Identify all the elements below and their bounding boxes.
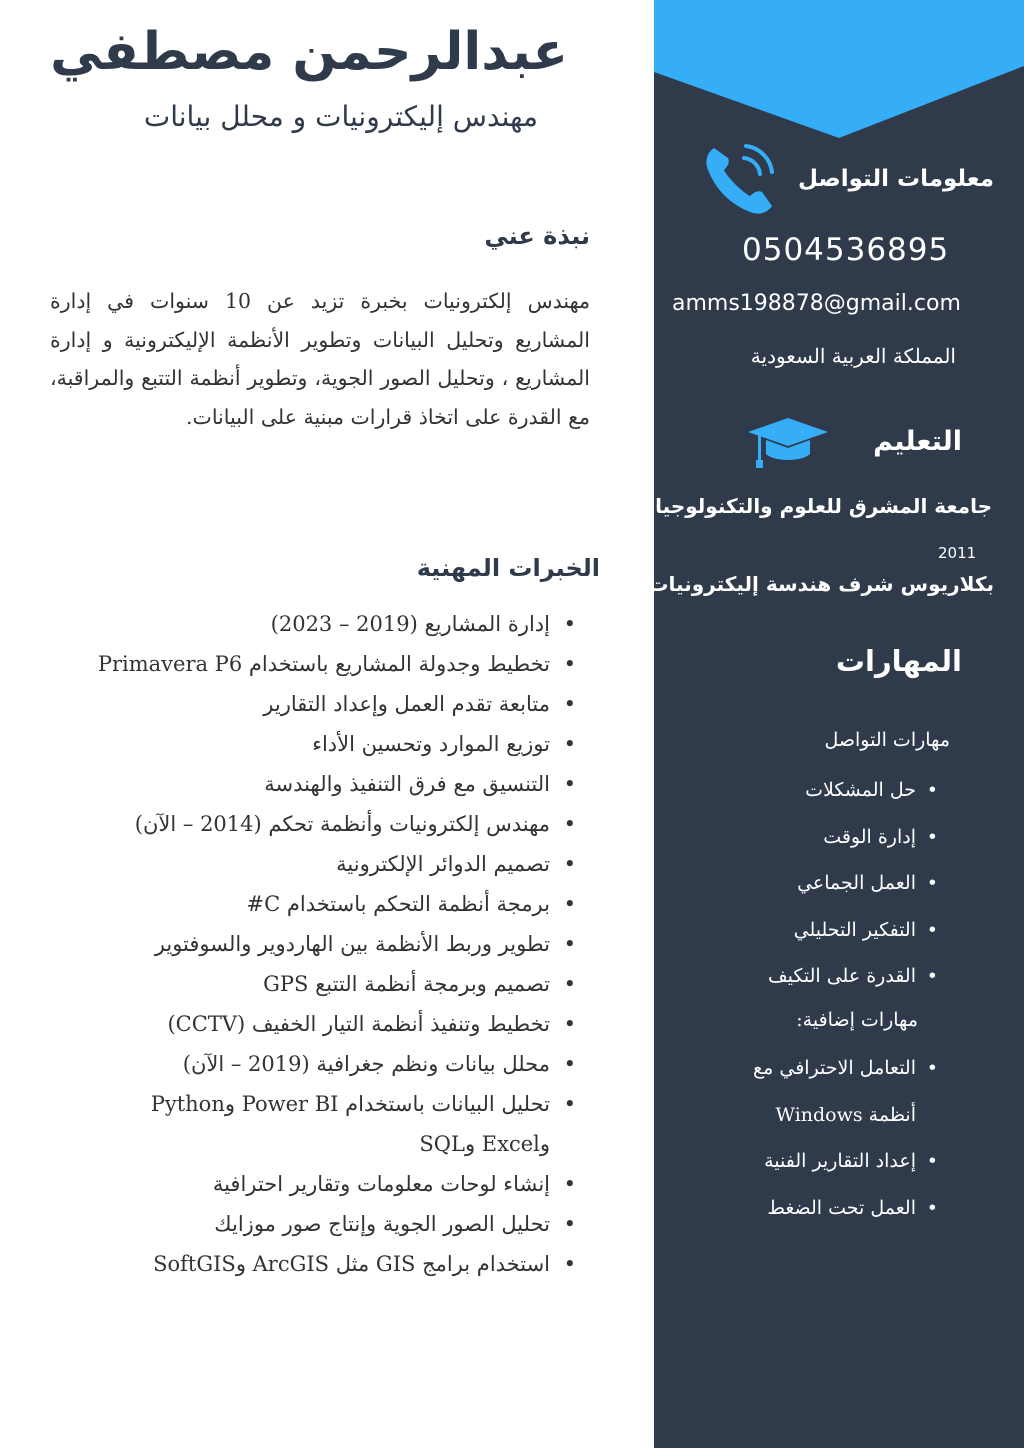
list-item: • تخطيط وجدولة المشاريع باستخدام Primavera P6 [18, 644, 578, 684]
skills-group1-list [690, 767, 940, 1000]
graduation-cap-icon [746, 414, 830, 470]
skills-group2-label: مهارات إضافية: [796, 1009, 918, 1031]
education-degree: بكلاريوس شرف هندسة إليكترونيات [648, 572, 994, 596]
list-item: • التنسيق مع فرق التنفيذ والهندسة [18, 764, 578, 804]
list-item: • تصميم الدوائر الإلكترونية [18, 844, 578, 884]
experience-list [18, 604, 578, 1284]
skills-heading: المهارات [835, 644, 962, 678]
list-item: • استخدام برامج GIS مثل ArcGIS وSoftGIS [18, 1244, 578, 1284]
list-item: • تحليل الصور الجوية وإنتاج صور موزايك [18, 1204, 578, 1244]
skill-item: • إدارة الوقت [690, 814, 940, 861]
education-heading: التعليم [873, 426, 962, 457]
list-item: • إنشاء لوحات معلومات وتقارير احترافية [18, 1164, 578, 1204]
contact-phone[interactable]: 0504536895 [742, 232, 950, 268]
list-item: • تصميم وبرمجة أنظمة التتبع GPS [18, 964, 578, 1004]
list-item: • محلل بيانات ونظم جغرافية (2019 – الآن) [18, 1044, 578, 1084]
experience-heading: الخبرات المهنية [416, 554, 600, 582]
skill-item: • العمل الجماعي [690, 860, 940, 907]
skill-item: • حل المشكلات [690, 767, 940, 814]
contact-email[interactable]: amms198878@gmail.com [672, 291, 961, 316]
contact-heading: معلومات التواصل [798, 166, 994, 192]
list-item: • تحليل البيانات باستخدام Power BI وPython وExcel وSQL [100, 1084, 578, 1164]
list-item: • إدارة المشاريع (2019 – 2023) [18, 604, 578, 644]
skill-item: • إعداد التقارير الفنية [740, 1138, 940, 1185]
list-item: • تخطيط وتنفيذ أنظمة التيار الخفيف (CCTV) [18, 1004, 578, 1044]
contact-location: المملكة العربية السعودية [750, 344, 956, 368]
list-item: • متابعة تقدم العمل وإعداد التقارير [18, 684, 578, 724]
list-item: • تطوير وربط الأنظمة بين الهاردوير والسوفتوير [18, 924, 578, 964]
page-title: عبدالرحمن مصطفي [50, 22, 568, 82]
skill-item: • التعامل الاحترافي مع أنظمة Windows [740, 1045, 940, 1138]
skill-item: • القدرة على التكيف [690, 953, 940, 1000]
skill-item: • العمل تحت الضغط [740, 1185, 940, 1232]
skill-item: • التفكير التحليلي [690, 907, 940, 954]
job-title: مهندس إليكترونيات و محلل بيانات [143, 100, 538, 133]
skills-group1-label: مهارات التواصل [824, 729, 950, 751]
education-year: 2011 [938, 544, 977, 562]
phone-icon [700, 140, 778, 218]
about-heading: نبذة عني [484, 222, 590, 250]
sidebar-banner [654, 0, 1024, 140]
list-item: • مهندس إلكترونيات وأنظمة تحكم (2014 – الآن) [18, 804, 578, 844]
list-item: • توزيع الموارد وتحسين الأداء [18, 724, 578, 764]
list-item: • برمجة أنظمة التحكم باستخدام C# [18, 884, 578, 924]
about-text: مهندس إلكترونيات بخبرة تزيد عن 10 سنوات في إدارة المشاريع وتحليل البيانات وتطوير الأنظمة الإليكترونية و إدارة المشاريع ، وتحليل الصور الجوية، وتطوير أنظمة التتبع والمراقبة، مع القدرة على اتخاذ قرارات مبنية على البيانات. [50, 289, 591, 429]
education-university: جامعة المشرق للعلوم والتكنولوجيا [655, 494, 992, 518]
skills-group2-list [740, 1045, 940, 1231]
